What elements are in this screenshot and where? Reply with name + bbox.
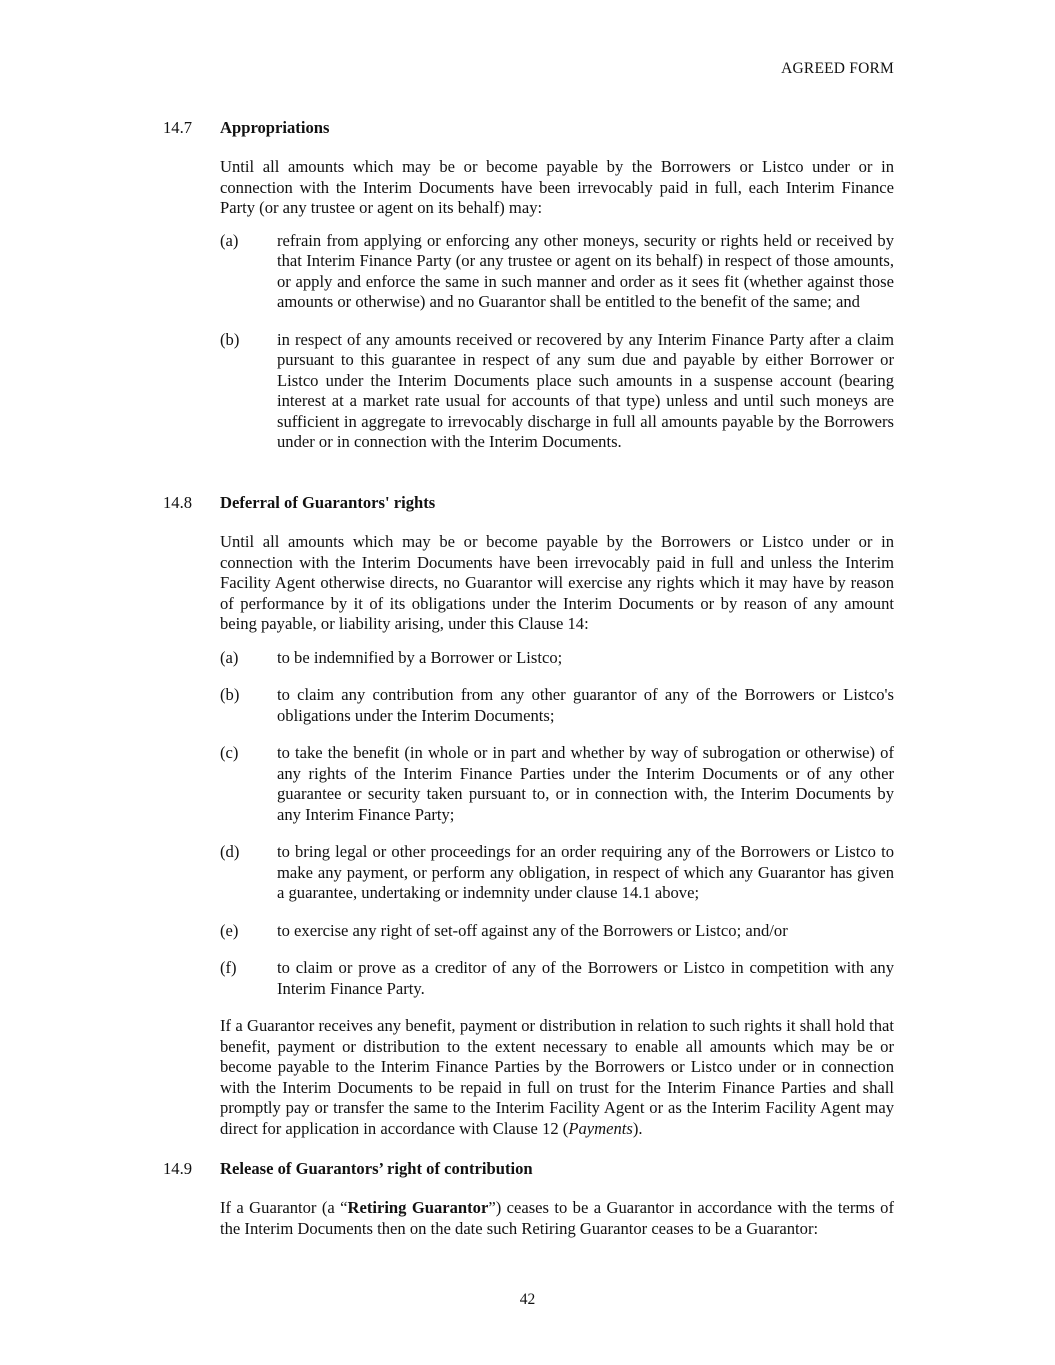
section-title: Release of Guarantors’ right of contribution bbox=[220, 1159, 533, 1178]
section-title: Appropriations bbox=[220, 118, 330, 137]
closing-suffix: ). bbox=[632, 1118, 643, 1138]
list-item-a bbox=[220, 231, 894, 313]
section-intro: Until all amounts which may be or become payable by the Borrowers or Listco under or in connection with the Interim Documents have been irrevocably paid in full and unless the Interim Facility Agent otherwise directs, no Guarantor will exercise any rights which it may have by reason of performance by it of its obligations under the Interim Documents or by reason of any amount being payable, or liability arising, under this Clause 14: bbox=[220, 532, 894, 633]
list-item-a bbox=[220, 648, 894, 669]
section-14-7 bbox=[163, 118, 894, 453]
section-intro bbox=[220, 1198, 894, 1239]
section-14-8 bbox=[163, 493, 894, 1139]
section-number: 14.9 bbox=[163, 1159, 193, 1178]
agreed-form-header: AGREED FORM bbox=[781, 60, 894, 77]
list-item-b bbox=[220, 685, 894, 726]
section-number: 14.8 bbox=[163, 493, 193, 512]
item-label: (a) bbox=[220, 647, 239, 667]
item-text: refrain from applying or enforcing any other moneys, security or rights held or received by that Interim Finance Party (or any trustee or agent on its behalf) in respect of those amounts, or apply and enforce the same in such manner and order as it sees fit (whether against those amounts or otherwise) and no Guarantor shall be entitled to the benefit of the same; and bbox=[277, 230, 894, 311]
item-text: to bring legal or other proceedings for an order requiring any of the Borrowers or Listco to make any payment, or perform any obligation, in respect of which any Guarantor has given a guarantee, undertaking or indemnity under clause 14.1 above; bbox=[277, 842, 894, 902]
defined-term-retiring-guarantor: Retiring Guarantor bbox=[347, 1198, 489, 1217]
section-closing bbox=[220, 1016, 894, 1139]
closing-text: If a Guarantor receives any benefit, payment or distribution in relation to such rights it shall hold that benefit, payment or distribution to the extent necessary to enable all amounts which may be or become payable to the Interim Finance Parties by the Borrowers or Listco under or in connection with the Interim Documents to be repaid in full on trust for the Interim Finance Parties and shall promptly pay or transfer the same to the Interim Facility Agent or as the Interim Facility Agent may direct for application in accordance with Clause 12 ( bbox=[220, 1016, 894, 1138]
item-text: to take the benefit (in whole or in part and whether by way of subrogation or otherwise) of any rights of the Interim Finance Parties under the Interim Documents or of any other guarantee or security taken pursuant to, or in connection with, the Interim Documents by any Interim Finance Party; bbox=[277, 743, 894, 824]
section-heading bbox=[163, 493, 894, 514]
list-item-e bbox=[220, 921, 894, 942]
list-item-b bbox=[220, 330, 894, 453]
section-intro: Until all amounts which may be or become payable by the Borrowers or Listco under or in connection with the Interim Documents have been irrevocably paid in full, each Interim Finance Party (or any trustee or agent on its behalf) may: bbox=[220, 157, 894, 217]
item-text: to exercise any right of set-off against any of the Borrowers or Listco; and/or bbox=[277, 920, 788, 940]
item-text: to claim or prove as a creditor of any of the Borrowers or Listco in competition with any Interim Finance Party. bbox=[277, 958, 894, 998]
list-item-c bbox=[220, 743, 894, 825]
section-heading bbox=[163, 1159, 894, 1180]
item-label: (e) bbox=[220, 920, 239, 940]
item-label: (c) bbox=[220, 743, 239, 762]
section-heading bbox=[163, 118, 894, 139]
section-title: Deferral of Guarantors' rights bbox=[220, 493, 436, 512]
page-number: 42 bbox=[519, 1291, 536, 1308]
list-item-f bbox=[220, 958, 894, 999]
payments-reference: Payments bbox=[568, 1118, 633, 1138]
item-label: (b) bbox=[220, 329, 240, 349]
item-label: (d) bbox=[220, 842, 240, 861]
intro-text: If a Guarantor (a “ bbox=[220, 1198, 348, 1217]
section-14-9 bbox=[163, 1159, 894, 1239]
item-label: (b) bbox=[220, 685, 240, 704]
list-item-d bbox=[220, 842, 894, 904]
item-label: (a) bbox=[220, 230, 239, 250]
item-text: to claim any contribution from any other guarantor of any of the Borrowers or Listco's obligations under the Interim Documents; bbox=[277, 685, 894, 725]
intro-suffix: ”) ceases to be a Guarantor in accordance with the terms of the Interim Documents then on the date such Retiring Guarantor ceases to be a Guarantor: bbox=[220, 1198, 894, 1238]
section-number: 14.7 bbox=[163, 118, 193, 137]
item-label: (f) bbox=[220, 958, 237, 977]
item-text: in respect of any amounts received or recovered by any Interim Finance Party after a claim pursuant to this guarantee in respect of any sum due and payable by either Borrower or Listco under the Interim Documents place such amounts in a suspense account (bearing interest at a market rate usual for accounts of that type) unless and until such moneys are sufficient in aggregate to irrevocably discharge in full all amounts payable by the Borrowers under or in connection with the Interim Documents. bbox=[277, 329, 894, 451]
item-text: to be indemnified by a Borrower or Listco; bbox=[277, 647, 563, 667]
